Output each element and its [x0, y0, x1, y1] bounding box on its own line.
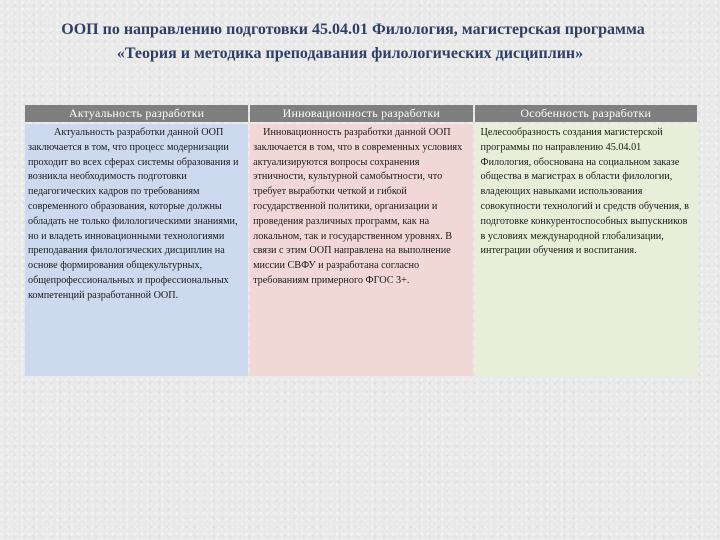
- header-relevance: Актуальность разработки: [25, 105, 248, 122]
- cell-innovation: [250, 124, 472, 376]
- innovation-text: Инновационность разработки данной ООП заключается в том, что в современных условиях актуализируются вопросы сохранения этничности, культурной самобытности, что требует выработки четкой и гибкой государственной политики, организации и проведения различных программ, как на локальном, так и государственном уровнях. В связи с этим ООП направлена на выполнение миссии СВФУ и разработана согласно требованиям примерного ФГОС 3+.: [253, 127, 463, 286]
- slide-title-line-2: «Теория и методика преподавания филологических дисциплин»: [116, 45, 584, 62]
- cell-features: [475, 124, 697, 376]
- header-innovation: Инновационность разработки: [250, 105, 472, 122]
- table-row: [25, 124, 697, 376]
- slide-title: [0, 18, 720, 66]
- features-text: Целесообразность создания магистерской программы по направлению 45.04.01 Филология, обоснована на социальном заказе общества в магистрах в области филологии, владеющих навыками использования совокупности технологий и средств обучения, в подготовке конкурентоспособных выпускников в условиях международной глобализации, интеграции обучения и воспитания.: [480, 127, 689, 257]
- cell-relevance: [25, 124, 248, 376]
- development-table: [23, 103, 699, 378]
- development-table-container: [23, 103, 699, 378]
- relevance-text: Актуальность разработки данной ООП заключается в том, что процесс модернизации проходит во всех сферах системы образования и возникла необходимость подготовки педагогических кадров по требованиям современного образования, которые должны обладать не только филологическими знаниями, но и владеть инновационными технологиями преподавания филологических дисциплин на основе формирования общекультурных, общепрофессиональных и профессиональных компетенций разработанной ООП.: [28, 127, 239, 301]
- table-header-row: [25, 105, 697, 122]
- header-features: Особенность разработки: [475, 105, 697, 122]
- slide-title-line-1: ООП по направлению подготовки 45.04.01 Филология, магистерская программа: [61, 21, 645, 38]
